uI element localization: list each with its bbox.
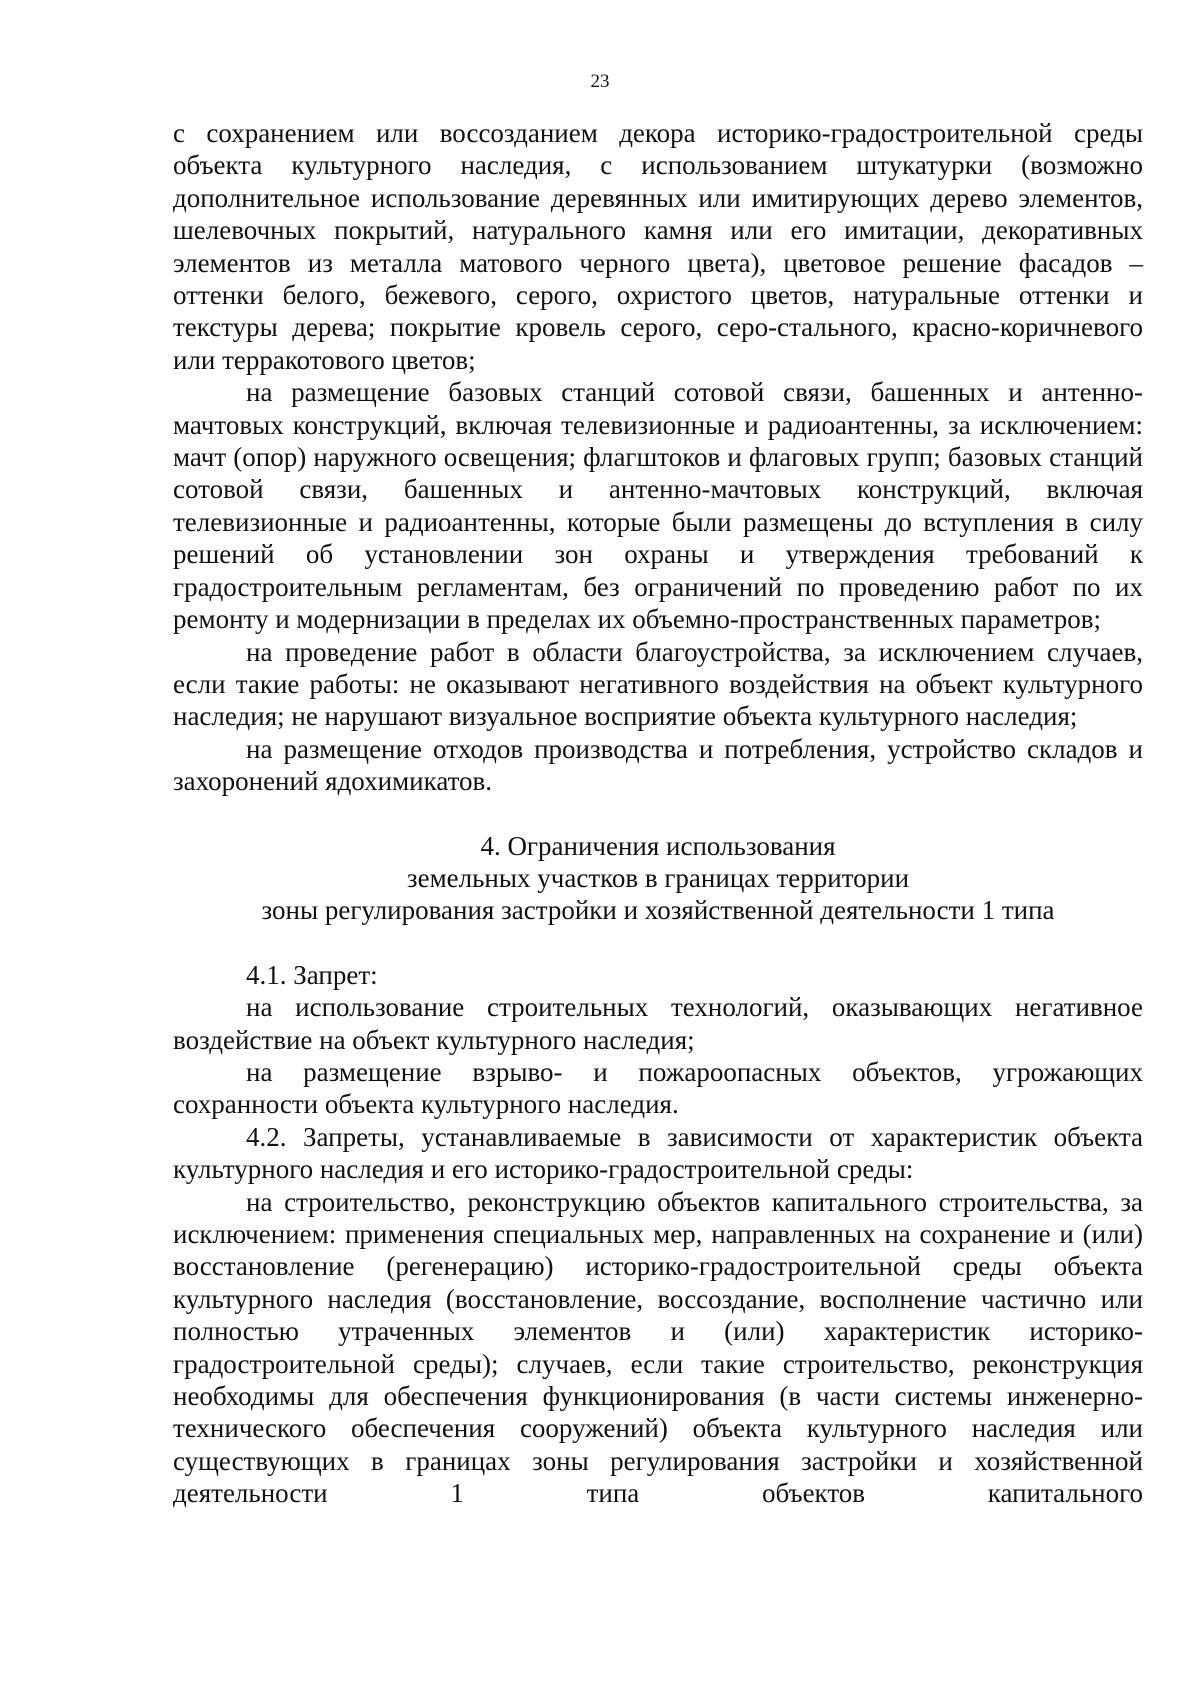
page-number: 23 — [590, 71, 610, 92]
subsection-4-2-item: на строительство, реконструкцию объектов капитального строительства, за исключением: применения специальных мер, направленных на сохранение и (или) восстановление (регенерацию) историко-градостроительной среды объекта культурного наследия (восстановление, воссоздание, восполнение частично или полностью утраченных элементов и (или) характеристик историко-градостроительной среды); случаев, если такие строительство, реконструкция необходимы для обеспечения функционирования (в части системы инженерно-технического обеспечения сооружений) объекта культурного наследия или существующих в границах зоны регулирования застройки и хозяйственной деятельности 1 типа объектов капитального — [173, 1186, 1143, 1509]
paragraph-decor-requirements: с сохранением или воссозданием декора историко-градостроительной среды объекта культурного наследия, с использованием штукатурки (возможно дополнительное использование деревянных или имитирующих дерево элементов, шелевочных покрытий, натурального камня или его имитации, декоративных элементов из металла матового черного цвета), цветовое решение фасадов – оттенки белого, бежевого, серого, охристого цветов, натуральные оттенки и текстуры дерева; покрытие кровель серого, серо-стального, красно-коричневого или терракотового цветов; — [173, 118, 1143, 375]
subsection-4-1-item: на размещение взрыво- и пожароопасных объектов, угрожающих сохранности объекта культурного наследия. — [173, 1056, 1143, 1120]
subsection-4-2-intro: 4.2. Запреты, устанавливаемые в зависимости от характеристик объекта культурного наследия и его историко-градостроительной среды: — [173, 1121, 1143, 1185]
section-heading-line-2: земельных участков в границах территории — [406, 862, 910, 893]
section-heading-line-1: 4. Ограничения использования — [480, 830, 836, 861]
section-heading — [173, 830, 1143, 927]
section-heading-line-3: зоны регулирования застройки и хозяйственной деятельности 1 типа — [261, 895, 1055, 926]
paragraph-waste: на размещение отходов производства и потребления, устройство складов и захоронений ядохимикатов. — [173, 733, 1143, 797]
subsection-4-2 — [173, 1121, 1143, 1510]
paragraph-base-stations: на размещение базовых станций сотовой связи, башенных и антенно-мачтовых конструкций, включая телевизионные и радиоантенны, за исключением: мачт (опор) наружного освещения; флагштоков и флаговых групп; базовых станций сотовой связи, башенных и антенно-мачтовых конструкций, включая телевизионные и радиоантенны, которые были размещены до вступления в силу решений об установлении зон охраны и утверждения требований к градостроительным регламентам, без ограничений по проведению работ по их ремонту и модернизации в пределах их объемно-пространственных параметров; — [173, 377, 1143, 635]
subsection-4-1 — [173, 959, 1143, 1121]
paragraph-landscaping: на проведение работ в области благоустройства, за исключением случаев, если такие работы: не оказывают негативного воздействия на объект культурного наследия; не нарушают визуальное восприятие объекта культурного наследия; — [173, 636, 1143, 732]
subsection-4-1-title: 4.1. Запрет: — [246, 959, 378, 990]
subsection-4-1-item: на использование строительных технологий, оказывающих негативное воздействие на объект культурного наследия; — [173, 992, 1143, 1055]
document-body — [173, 117, 1143, 1510]
